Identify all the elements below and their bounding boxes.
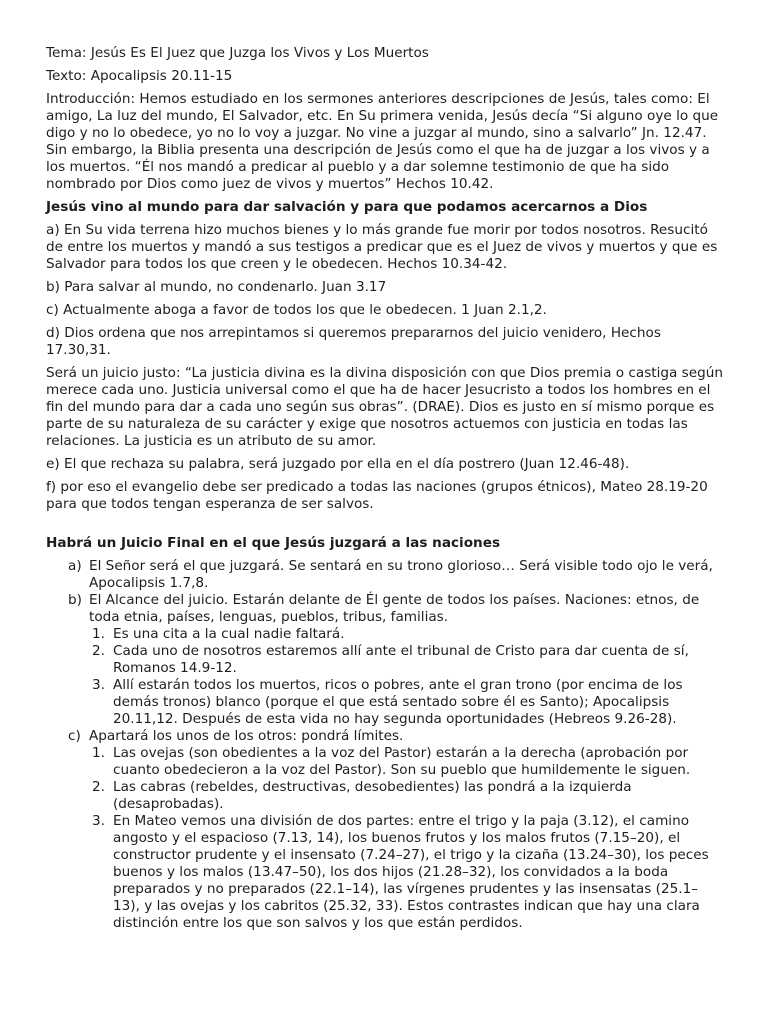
list-marker: c) — [68, 728, 81, 744]
section1-paragraph-a: a) En Su vida terrena hizo muchos bienes y lo más grande fue morir por todos nosotros. Resucitó de entre los muertos y mandó a sus testigos a predicar que es el Juez de vivos y muertos y que es Salvador para todos los que creen y le obedecen. Hechos 10.34-42. — [46, 222, 718, 272]
section1-paragraph-d: d) Dios ordena que nos arrepintamos si queremos prepararnos del juicio venidero, Hechos 17.30,31. — [46, 325, 661, 358]
section1-paragraph-c: c) Actualmente aboga a favor de todos los que le obedecen. 1 Juan 2.1,2. — [46, 302, 547, 318]
sublist-b — [89, 626, 724, 728]
list-marker: b) — [68, 592, 82, 608]
list-item-text: Apartará los unos de los otros: pondrá límites. — [89, 728, 404, 744]
list-item-b — [46, 592, 724, 728]
section1-paragraph-b: b) Para salvar al mundo, no condenarlo. Juan 3.17 — [46, 279, 387, 295]
section2-heading: Habrá un Juicio Final en el que Jesús juzgará a las naciones — [46, 535, 501, 551]
list-marker: a) — [68, 558, 82, 574]
sublist-item-text: En Mateo vemos una división de dos partes: entre el trigo y la paja (3.12), el camino angosto y el espacioso (7.13, 14), los buenos frutos y los malos frutos (7.15–20), el constructor prudente y el insensato (7.24–27), el trigo y la cizaña (13.24–30), los peces buenos y los malos (13.47–50), los dos hijos (21.28–32), los convidados a la boda preparados y no preparados (22.1–14), las vírgenes prudentes y las insensatas (25.1–13), y las ovejas y los cabritos (25.32, 33). Estos contrastes indican que hay una clara distinción entre los que son salvos y los que están perdidos. — [113, 813, 709, 931]
section1-paragraph-f: f) por eso el evangelio debe ser predicado a todas las naciones (grupos étnicos), Mateo 28.19-20 para que todos tengan esperanza de ser salvos. — [46, 479, 708, 512]
section1-paragraph-e: e) El que rechaza su palabra, será juzgado por ella en el día postrero (Juan 12.46-48). — [46, 456, 630, 472]
sublist-marker: 3. — [92, 813, 105, 829]
section1-heading: Jesús vino al mundo para dar salvación y para que podamos acercarnos a Dios — [46, 199, 648, 215]
sublist-marker: 3. — [92, 677, 105, 693]
sublist-item-text: Allí estarán todos los muertos, ricos o pobres, ante el gran trono (por encima de los demás tronos) blanco (porque el que está sentado sobre él es Santo); Apocalipsis 20.11,12. Después de esta vida no hay segunda oportunidades (Hebreos 9.26-28). — [113, 677, 683, 727]
sublist-item-text: Es una cita a la cual nadie faltará. — [113, 626, 345, 642]
list-item-a — [46, 558, 724, 592]
section1-paragraph-justicia: Será un juicio justo: “La justicia divina es la divina disposición con que Dios premia o castiga según merece cada uno. Justicia universal como el que ha de hacer Jesucristo a todos los hombres en el fin del mundo para dar a cada uno según sus obras”. (DRAE). Dios es justo en sí mismo porque es parte de su naturaleza de su carácter y exige que nosotros actuemos con justicia en todas las relaciones. La justicia es un atributo de su amor. — [46, 365, 723, 449]
introduccion-paragraph: Introducción: Hemos estudiado en los sermones anteriores descripciones de Jesús, tales como: El amigo, La luz del mundo, El Salvador, etc. En Su primera venida, Jesús decía “Si alguno oye lo que digo y no lo obedece, yo no lo voy a juzgar. No vine a juzgar al mundo, sino a salvarlo” Jn. 12.47. Sin embargo, la Biblia presenta una descripción de Jesús como el que ha de juzgar a los vivos y a los muertos. “Él nos mandó a predicar al pueblo y a dar solemne testimonio de que ha sido nombrado por Dios como juez de vivos y muertos” Hechos 10.42. — [46, 91, 719, 192]
sublist-marker: 2. — [92, 643, 105, 659]
sublist-marker: 2. — [92, 779, 105, 795]
sublist-item — [89, 745, 724, 779]
section-gap — [46, 519, 724, 535]
sublist-item — [89, 677, 724, 728]
sublist-item — [89, 626, 724, 643]
sublist-item — [89, 643, 724, 677]
sublist-item-text: Las ovejas (son obedientes a la voz del Pastor) estarán a la derecha (aprobación por cuanto obedecieron a la voz del Pastor). Son su pueblo que humildemente le siguen. — [113, 745, 691, 778]
list-item-text: El Alcance del juicio. Estarán delante de Él gente de todos los países. Naciones: etnos, de toda etnia, países, lenguas, pueblos, tribus, familias. — [89, 592, 700, 625]
section2-list — [46, 558, 724, 932]
texto-line: Texto: Apocalipsis 20.11-15 — [46, 68, 233, 84]
list-item-c — [46, 728, 724, 932]
sublist-c — [89, 745, 724, 932]
list-item-text: El Señor será el que juzgará. Se sentará en su trono glorioso… Será visible todo ojo le verá, Apocalipsis 1.7,8. — [89, 558, 713, 591]
sublist-marker: 1. — [92, 626, 105, 642]
sublist-item — [89, 813, 724, 932]
sublist-item-text: Las cabras (rebeldes, destructivas, desobedientes) las pondrá a la izquierda (desaprobadas). — [113, 779, 632, 812]
document-page — [46, 45, 724, 932]
tema-line: Tema: Jesús Es El Juez que Juzga los Vivos y Los Muertos — [46, 45, 429, 61]
sublist-item-text: Cada uno de nosotros estaremos allí ante el tribunal de Cristo para dar cuenta de sí, Romanos 14.9-12. — [113, 643, 689, 676]
sublist-marker: 1. — [92, 745, 105, 761]
sublist-item — [89, 779, 724, 813]
